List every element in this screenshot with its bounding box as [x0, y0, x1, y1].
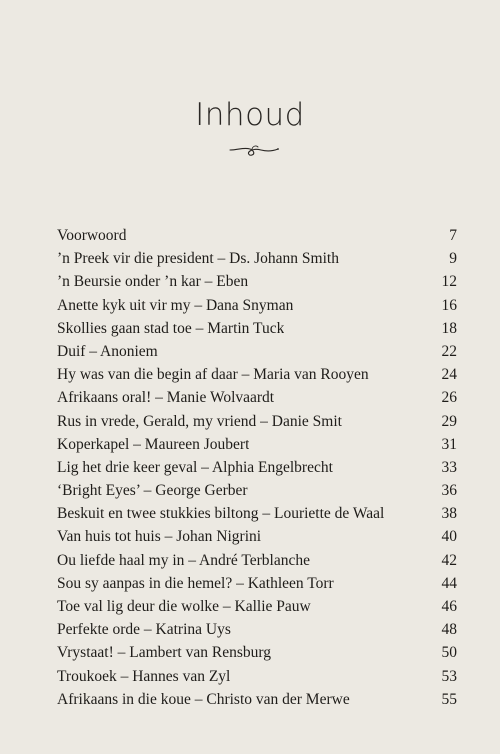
- toc-entry-title: Skollies gaan stad toe – Martin Tuck: [57, 319, 285, 337]
- toc-entry: [57, 294, 457, 317]
- toc-entry: [57, 317, 457, 340]
- toc-entry-page-number: 29: [441, 412, 457, 430]
- toc-entry: [57, 433, 457, 456]
- toc-entry-page-number: 44: [441, 574, 457, 592]
- toc-entry: [57, 270, 457, 293]
- toc-entry-page-number: 48: [441, 621, 457, 639]
- toc-entry: [57, 410, 457, 433]
- toc-entry-page-number: 55: [441, 690, 457, 708]
- toc-entry-page-number: 22: [441, 342, 457, 360]
- toc-entry-page-number: 36: [441, 482, 457, 500]
- toc-entry-page-number: 31: [441, 435, 457, 453]
- toc-entry-title: Koperkapel – Maureen Joubert: [57, 435, 250, 453]
- toc-entry-title: Troukoek – Hannes van Zyl: [57, 667, 231, 685]
- table-of-contents: [57, 224, 457, 711]
- toc-entry: [57, 572, 457, 595]
- toc-entry-title: Rus in vrede, Gerald, my vriend – Danie Smit: [57, 412, 342, 430]
- toc-entry-title: Afrikaans in die koue – Christo van der Merwe: [57, 690, 350, 708]
- toc-entry: [57, 595, 457, 618]
- toc-entry-page-number: 12: [441, 273, 457, 291]
- toc-entry-page-number: 46: [441, 598, 457, 615]
- toc-entry-page-number: 26: [441, 389, 457, 407]
- toc-entry-page-number: 40: [441, 528, 457, 546]
- toc-entry: [57, 549, 457, 572]
- toc-entry-title: Afrikaans oral! – Manie Wolvaardt: [57, 389, 275, 407]
- toc-entry: [57, 525, 457, 548]
- toc-entry: [57, 665, 457, 688]
- toc-entry-page-number: 7: [449, 227, 457, 244]
- toc-entry-title: Anette kyk uit vir my – Dana Snyman: [57, 296, 294, 314]
- toc-entry-title: ‘Bright Eyes’ – George Gerber: [57, 482, 248, 500]
- toc-entry-title: Lig het drie keer geval – Alphia Engelbrecht: [57, 458, 333, 476]
- toc-entry: [57, 363, 457, 386]
- toc-entry-title: Van huis tot huis – Johan Nigrini: [57, 528, 262, 546]
- toc-entry: [57, 502, 457, 525]
- toc-entry: [57, 618, 457, 641]
- toc-entry-title: Beskuit en twee stukkies biltong – Louriette de Waal: [57, 505, 385, 523]
- toc-entry-page-number: 16: [441, 296, 457, 314]
- toc-entry-title: Hy was van die begin af daar – Maria van Rooyen: [57, 366, 369, 384]
- toc-entry-page-number: 38: [441, 505, 457, 523]
- toc-entry: [57, 224, 457, 247]
- toc-entry-title: ’n Beursie onder ’n kar – Eben: [57, 273, 249, 291]
- toc-entry-title: Perfekte orde – Katrina Uys: [57, 621, 231, 639]
- toc-entry-page-number: 9: [449, 250, 457, 268]
- toc-entry-title: Toe val lig deur die wolke – Kallie Pauw: [57, 598, 311, 615]
- toc-entry-page-number: 50: [441, 644, 457, 662]
- toc-entry: [57, 386, 457, 409]
- toc-entry: [57, 340, 457, 363]
- toc-entry-title: Vrystaat! – Lambert van Rensburg: [57, 644, 272, 662]
- toc-entry-page-number: 42: [441, 551, 457, 569]
- toc-entry-page-number: 33: [441, 458, 457, 476]
- toc-entry-title: Ou liefde haal my in – André Terblanche: [57, 551, 311, 569]
- toc-entry-page-number: 53: [441, 667, 457, 685]
- toc-entry: [57, 641, 457, 664]
- toc-entry-title: Sou sy aanpas in die hemel? – Kathleen Torr: [57, 574, 334, 592]
- toc-entry: [57, 247, 457, 270]
- toc-entry-title: ’n Preek vir die president – Ds. Johann Smith: [57, 250, 339, 268]
- swirl-ornament-icon: [228, 141, 280, 159]
- toc-entry-title: Voorwoord: [57, 227, 127, 244]
- page-title: Inhoud: [195, 96, 305, 133]
- toc-entry-page-number: 24: [441, 366, 457, 384]
- toc-entry: [57, 688, 457, 711]
- toc-entry: [57, 479, 457, 502]
- toc-entry-page-number: 18: [441, 319, 457, 337]
- toc-entry: [57, 456, 457, 479]
- toc-entry-title: Duif – Anoniem: [57, 342, 158, 360]
